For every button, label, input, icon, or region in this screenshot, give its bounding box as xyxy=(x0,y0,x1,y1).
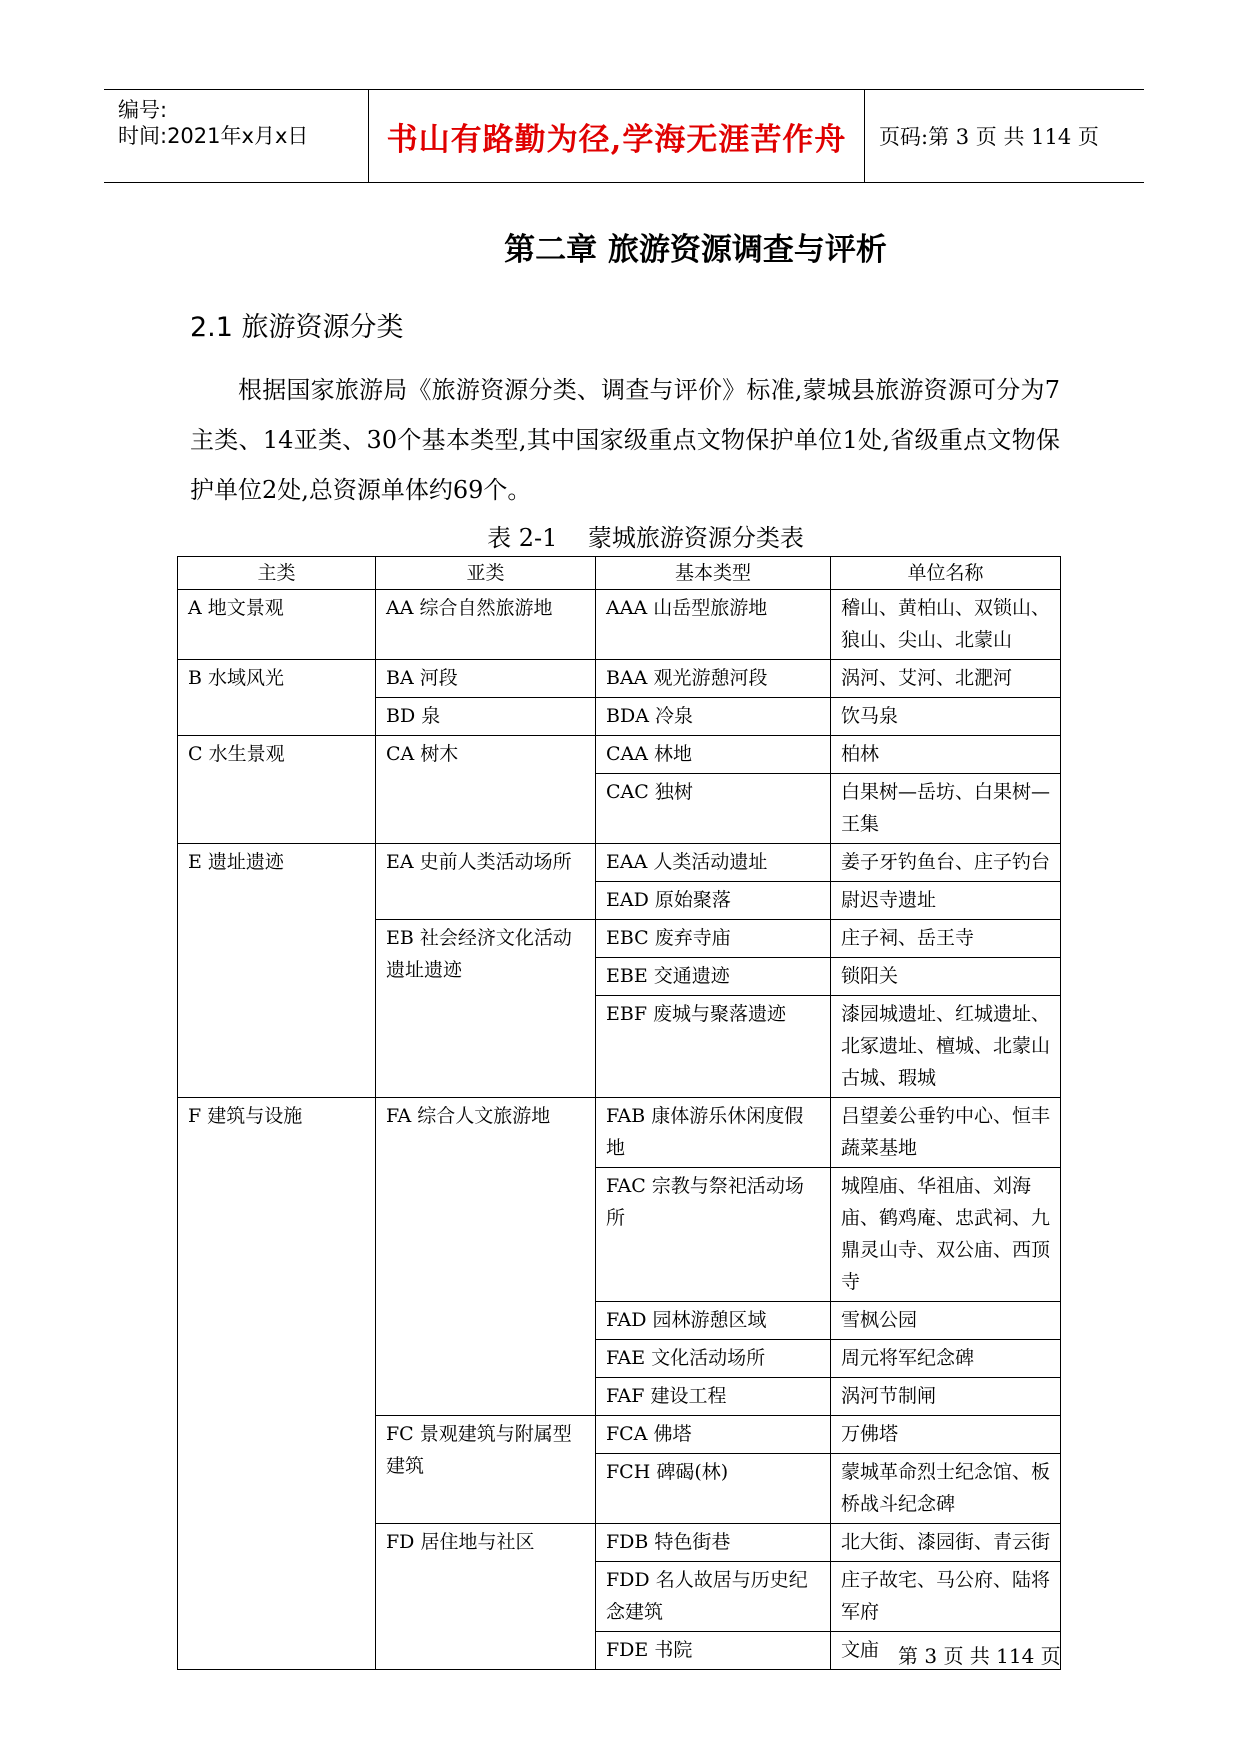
basic-type-cell: FDB 特色街巷 xyxy=(596,1524,831,1562)
unit-name-cell: 吕望姜公垂钓中心、恒丰蔬菜基地 xyxy=(831,1098,1061,1168)
basic-type-cell: EAD 原始聚落 xyxy=(596,882,831,920)
basic-type-cell: CAC 独树 xyxy=(596,774,831,844)
unit-name-cell: 饮马泉 xyxy=(831,698,1061,736)
main-category-cell: E 遗址遗迹 xyxy=(178,844,376,1098)
unit-name-cell: 北大街、漆园街、青云街 xyxy=(831,1524,1061,1562)
table-row xyxy=(178,660,1061,698)
basic-type-cell: BDA 冷泉 xyxy=(596,698,831,736)
unit-name-cell: 涡河、艾河、北淝河 xyxy=(831,660,1061,698)
basic-type-cell: BAA 观光游憩河段 xyxy=(596,660,831,698)
unit-name-cell: 万佛塔 xyxy=(831,1416,1061,1454)
sub-category-cell: EB 社会经济文化活动遗址遗迹 xyxy=(376,920,596,1098)
header-meta-cell xyxy=(104,90,369,182)
unit-name-cell: 蒙城革命烈士纪念馆、板桥战斗纪念碑 xyxy=(831,1454,1061,1524)
main-category-cell: F 建筑与设施 xyxy=(178,1098,376,1670)
basic-type-cell: FAB 康体游乐休闲度假地 xyxy=(596,1098,831,1168)
unit-name-cell: 涡河节制闸 xyxy=(831,1378,1061,1416)
header-main-category: 主类 xyxy=(178,557,376,590)
sub-category-cell: BD 泉 xyxy=(376,698,596,736)
header-motto: 书山有路勤为径,学海无涯苦作舟 xyxy=(369,90,865,182)
unit-name-cell: 文庙 xyxy=(831,1632,1061,1670)
table-header-row xyxy=(178,557,1061,590)
basic-type-cell: EBF 废城与聚落遗迹 xyxy=(596,996,831,1098)
unit-name-cell: 稽山、黄柏山、双锁山、狼山、尖山、北蒙山 xyxy=(831,590,1061,660)
basic-type-cell: EAA 人类活动遗址 xyxy=(596,844,831,882)
page-header xyxy=(104,89,1144,183)
sub-category-cell: CA 树木 xyxy=(376,736,596,844)
unit-name-cell: 姜子牙钓鱼台、庄子钓台 xyxy=(831,844,1061,882)
unit-name-cell: 周元将军纪念碑 xyxy=(831,1340,1061,1378)
basic-type-cell: FAC 宗教与祭祀活动场所 xyxy=(596,1168,831,1302)
page-footer: 第 3 页 共 114 页 xyxy=(898,1644,1061,1668)
table-row xyxy=(178,1098,1061,1168)
header-unit-name: 单位名称 xyxy=(831,557,1061,590)
unit-name-cell: 庄子祠、岳王寺 xyxy=(831,920,1061,958)
basic-type-cell: FAE 文化活动场所 xyxy=(596,1340,831,1378)
unit-name-cell: 雪枫公园 xyxy=(831,1302,1061,1340)
basic-type-cell: CAA 林地 xyxy=(596,736,831,774)
chapter-title: 第二章 旅游资源调查与评析 xyxy=(504,232,887,268)
header-sub-category: 亚类 xyxy=(376,557,596,590)
sub-category-cell: FD 居住地与社区 xyxy=(376,1524,596,1670)
basic-type-cell: FDD 名人故居与历史纪念建筑 xyxy=(596,1562,831,1632)
unit-name-cell: 柏林 xyxy=(831,736,1061,774)
sub-category-cell: FA 综合人文旅游地 xyxy=(376,1098,596,1416)
table-caption: 表 2-1 蒙城旅游资源分类表 xyxy=(487,524,804,552)
unit-name-cell: 尉迟寺遗址 xyxy=(831,882,1061,920)
sub-category-cell: FC 景观建筑与附属型建筑 xyxy=(376,1416,596,1524)
unit-name-cell: 白果树—岳坊、白果树—王集 xyxy=(831,774,1061,844)
unit-name-cell: 城隍庙、华祖庙、刘海庙、鹤鸡庵、忠武祠、九鼎灵山寺、双公庙、西顶寺 xyxy=(831,1168,1061,1302)
basic-type-cell: AAA 山岳型旅游地 xyxy=(596,590,831,660)
table-row xyxy=(178,736,1061,774)
sub-category-cell: AA 综合自然旅游地 xyxy=(376,590,596,660)
basic-type-cell: FDE 书院 xyxy=(596,1632,831,1670)
sub-category-cell: BA 河段 xyxy=(376,660,596,698)
header-basic-type: 基本类型 xyxy=(596,557,831,590)
basic-type-cell: EBE 交通遗迹 xyxy=(596,958,831,996)
document-date-label: 时间:2021年x月x日 xyxy=(118,124,309,148)
header-page-number: 页码:第 3 页 共 114 页 xyxy=(879,125,1099,149)
unit-name-cell: 锁阳关 xyxy=(831,958,1061,996)
basic-type-cell: FAF 建设工程 xyxy=(596,1378,831,1416)
resource-classification-table xyxy=(177,556,1061,1670)
basic-type-cell: EBC 废弃寺庙 xyxy=(596,920,831,958)
sub-category-cell: EA 史前人类活动场所 xyxy=(376,844,596,920)
section-title: 2.1 旅游资源分类 xyxy=(190,312,404,343)
main-category-cell: A 地文景观 xyxy=(178,590,376,660)
table-row xyxy=(178,590,1061,660)
document-number-label: 编号: xyxy=(118,98,168,122)
unit-name-cell: 漆园城遗址、红城遗址、北冢遗址、檀城、北蒙山古城、瑕城 xyxy=(831,996,1061,1098)
basic-type-cell: FCH 碑碣(林) xyxy=(596,1454,831,1524)
unit-name-cell: 庄子故宅、马公府、陆将军府 xyxy=(831,1562,1061,1632)
basic-type-cell: FAD 园林游憩区域 xyxy=(596,1302,831,1340)
table-row xyxy=(178,844,1061,882)
main-category-cell: B 水域风光 xyxy=(178,660,376,736)
body-paragraph: 根据国家旅游局《旅游资源分类、调查与评价》标准,蒙城县旅游资源可分为7主类、14亚类、30个基本类型,其中国家级重点文物保护单位1处,省级重点文物保护单位2处,总资源单体约69个。 xyxy=(190,376,1060,504)
main-category-cell: C 水生景观 xyxy=(178,736,376,844)
basic-type-cell: FCA 佛塔 xyxy=(596,1416,831,1454)
